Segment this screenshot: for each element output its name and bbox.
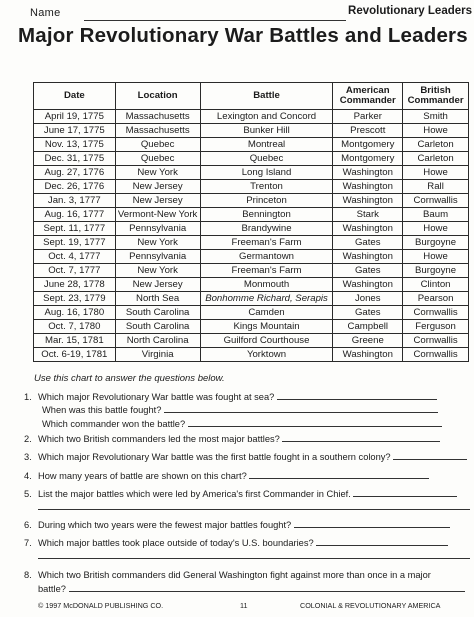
cell-date: Oct. 6-19, 1781 xyxy=(34,348,116,362)
table-row xyxy=(34,124,469,138)
question-text: During which two years were the fewest major battles fought? xyxy=(38,520,292,530)
cell-battle: Bunker Hill xyxy=(200,124,333,138)
question-text: battle? xyxy=(38,584,66,594)
cell-american: Prescott xyxy=(333,124,403,138)
cell-date: Jan. 3, 1777 xyxy=(34,194,116,208)
question-number: 2. xyxy=(24,434,32,444)
cell-location: Quebec xyxy=(115,152,200,166)
cell-american: Washington xyxy=(333,250,403,264)
cell-date: Mar. 15, 1781 xyxy=(34,334,116,348)
cell-date: Sept. 19, 1777 xyxy=(34,236,116,250)
cell-american: Gates xyxy=(333,236,403,250)
cell-battle: Bonhomme Richard, Serapis xyxy=(200,292,333,306)
cell-location: New Jersey xyxy=(115,194,200,208)
cell-battle: Monmouth xyxy=(200,278,333,292)
cell-british: Smith xyxy=(403,110,469,124)
cell-date: April 19, 1775 xyxy=(34,110,116,124)
col-header-date: Date xyxy=(34,83,116,110)
cell-american: Washington xyxy=(333,348,403,362)
cell-battle: Freeman's Farm xyxy=(200,236,333,250)
cell-location: Pennsylvania xyxy=(115,250,200,264)
cell-british: Rall xyxy=(403,180,469,194)
cell-british: Cornwallis xyxy=(403,348,469,362)
table-row xyxy=(34,278,469,292)
question-text: Which two British commanders did General Washington fight against more than once in a major xyxy=(38,570,431,580)
table-row xyxy=(34,320,469,334)
cell-date: Aug. 16, 1780 xyxy=(34,306,116,320)
cell-battle: Princeton xyxy=(200,194,333,208)
question-text: Which major Revolutionary War battle was the first battle fought in a southern colony? xyxy=(38,452,391,462)
cell-date: Dec. 26, 1776 xyxy=(34,180,116,194)
answer-blank[interactable] xyxy=(249,470,429,479)
question-1b xyxy=(42,418,470,430)
question-number: 1. xyxy=(24,392,32,402)
cell-american: Washington xyxy=(333,166,403,180)
question-text: Which commander won the battle? xyxy=(42,419,186,429)
answer-blank[interactable] xyxy=(393,451,467,460)
table-row xyxy=(34,292,469,306)
cell-location: Pennsylvania xyxy=(115,222,200,236)
cell-british: Ferguson xyxy=(403,320,469,334)
question-7 xyxy=(24,537,470,549)
cell-battle: Bennington xyxy=(200,208,333,222)
answer-blank[interactable] xyxy=(164,404,438,413)
cell-date: June 17, 1775 xyxy=(34,124,116,138)
question-1 xyxy=(24,391,470,403)
page-header xyxy=(8,2,474,24)
footer-copyright: © 1997 McDONALD PUBLISHING CO. xyxy=(38,601,164,610)
table-row xyxy=(34,166,469,180)
table-row xyxy=(34,152,469,166)
question-text: How many years of battle are shown on this chart? xyxy=(38,471,247,481)
topic-label: Revolutionary Leaders xyxy=(348,5,472,17)
table-row xyxy=(34,138,469,152)
cell-british: Cornwallis xyxy=(403,334,469,348)
question-6 xyxy=(24,519,470,531)
cell-location: New Jersey xyxy=(115,180,200,194)
cell-battle: Kings Mountain xyxy=(200,320,333,334)
col-header-location: Location xyxy=(115,83,200,110)
cell-american: Campbell xyxy=(333,320,403,334)
cell-american: Montgomery xyxy=(333,138,403,152)
answer-blank[interactable] xyxy=(277,391,437,400)
question-number: 6. xyxy=(24,520,32,530)
cell-date: Oct. 4, 1777 xyxy=(34,250,116,264)
answer-line[interactable] xyxy=(38,509,470,510)
table-row xyxy=(34,236,469,250)
cell-british: Baum xyxy=(403,208,469,222)
cell-american: Jones xyxy=(333,292,403,306)
footer-page-number: 11 xyxy=(240,601,248,610)
cell-location: South Carolina xyxy=(115,320,200,334)
cell-american: Washington xyxy=(333,222,403,236)
table-row xyxy=(34,110,469,124)
cell-location: Quebec xyxy=(115,138,200,152)
table-row xyxy=(34,264,469,278)
cell-american: Greene xyxy=(333,334,403,348)
footer-series: COLONIAL & REVOLUTIONARY AMERICA xyxy=(300,601,441,610)
cell-american: Montgomery xyxy=(333,152,403,166)
name-label: Name xyxy=(30,7,61,19)
cell-american: Washington xyxy=(333,194,403,208)
question-4 xyxy=(24,470,470,482)
table-row xyxy=(34,208,469,222)
cell-battle: Freeman's Farm xyxy=(200,264,333,278)
question-3 xyxy=(24,451,470,463)
cell-british: Carleton xyxy=(403,138,469,152)
cell-battle: Germantown xyxy=(200,250,333,264)
answer-blank[interactable] xyxy=(188,418,442,427)
cell-british: Burgoyne xyxy=(403,264,469,278)
cell-battle: Quebec xyxy=(200,152,333,166)
cell-british: Cornwallis xyxy=(403,306,469,320)
cell-american: Gates xyxy=(333,306,403,320)
table-row xyxy=(34,180,469,194)
answer-blank[interactable] xyxy=(69,583,465,592)
cell-date: Nov. 13, 1775 xyxy=(34,138,116,152)
answer-blank[interactable] xyxy=(294,519,450,528)
question-text: When was this battle fought? xyxy=(42,405,162,415)
col-header-british: British Commander xyxy=(403,83,469,110)
cell-date: Oct. 7, 1780 xyxy=(34,320,116,334)
question-number: 8. xyxy=(24,570,32,580)
cell-battle: Montreal xyxy=(200,138,333,152)
table-row xyxy=(34,334,469,348)
cell-american: Parker xyxy=(333,110,403,124)
cell-date: Aug. 16, 1777 xyxy=(34,208,116,222)
cell-date: Sept. 23, 1779 xyxy=(34,292,116,306)
answer-line[interactable] xyxy=(38,558,470,559)
question-1a xyxy=(42,404,470,416)
cell-battle: Camden xyxy=(200,306,333,320)
cell-location: South Carolina xyxy=(115,306,200,320)
col-header-battle: Battle xyxy=(200,83,333,110)
col-header-american: American Commander xyxy=(333,83,403,110)
cell-battle: Long Island xyxy=(200,166,333,180)
cell-british: Howe xyxy=(403,124,469,138)
table-row xyxy=(34,306,469,320)
table-row xyxy=(34,222,469,236)
cell-location: North Sea xyxy=(115,292,200,306)
question-text: List the major battles which were led by America's first Commander in Chief. xyxy=(38,489,351,499)
answer-blank[interactable] xyxy=(353,488,457,497)
cell-american: Washington xyxy=(333,180,403,194)
cell-american: Washington xyxy=(333,278,403,292)
cell-location: New York xyxy=(115,264,200,278)
question-2 xyxy=(24,433,470,445)
cell-location: Vermont-New York xyxy=(115,208,200,222)
cell-location: Massachusetts xyxy=(115,110,200,124)
answer-blank[interactable] xyxy=(316,537,448,546)
cell-date: Sept. 11, 1777 xyxy=(34,222,116,236)
cell-british: Burgoyne xyxy=(403,236,469,250)
name-line[interactable] xyxy=(84,20,346,21)
question-number: 7. xyxy=(24,538,32,548)
instructions: Use this chart to answer the questions below. xyxy=(34,373,225,384)
cell-date: June 28, 1778 xyxy=(34,278,116,292)
cell-date: Dec. 31, 1775 xyxy=(34,152,116,166)
table-row xyxy=(34,348,469,362)
question-number: 3. xyxy=(24,452,32,462)
cell-british: Cornwallis xyxy=(403,194,469,208)
question-8 xyxy=(24,570,470,581)
question-number: 5. xyxy=(24,489,32,499)
cell-battle: Brandywine xyxy=(200,222,333,236)
cell-battle: Lexington and Concord xyxy=(200,110,333,124)
battles-table xyxy=(33,82,469,362)
question-text: Which major battles took place outside of today's U.S. boundaries? xyxy=(38,538,314,548)
table-row xyxy=(34,250,469,264)
cell-battle: Trenton xyxy=(200,180,333,194)
cell-american: Stark xyxy=(333,208,403,222)
cell-battle: Yorktown xyxy=(200,348,333,362)
question-8-cont xyxy=(38,583,470,595)
cell-location: Massachusetts xyxy=(115,124,200,138)
cell-british: Howe xyxy=(403,222,469,236)
cell-date: Aug. 27, 1776 xyxy=(34,166,116,180)
question-number: 4. xyxy=(24,471,32,481)
cell-british: Pearson xyxy=(403,292,469,306)
cell-british: Clinton xyxy=(403,278,469,292)
cell-battle: Guilford Courthouse xyxy=(200,334,333,348)
table-header-row xyxy=(34,83,469,110)
question-5 xyxy=(24,488,470,500)
question-text: Which two British commanders led the most major battles? xyxy=(38,434,280,444)
cell-british: Howe xyxy=(403,250,469,264)
question-text: Which major Revolutionary War battle was fought at sea? xyxy=(38,392,275,402)
cell-location: Virginia xyxy=(115,348,200,362)
cell-british: Carleton xyxy=(403,152,469,166)
cell-location: New York xyxy=(115,166,200,180)
cell-location: New York xyxy=(115,236,200,250)
cell-date: Oct. 7, 1777 xyxy=(34,264,116,278)
cell-british: Howe xyxy=(403,166,469,180)
cell-american: Gates xyxy=(333,264,403,278)
page-title: Major Revolutionary War Battles and Leaders xyxy=(18,24,468,47)
table-row xyxy=(34,194,469,208)
cell-location: New Jersey xyxy=(115,278,200,292)
cell-location: North Carolina xyxy=(115,334,200,348)
answer-blank[interactable] xyxy=(282,433,440,442)
